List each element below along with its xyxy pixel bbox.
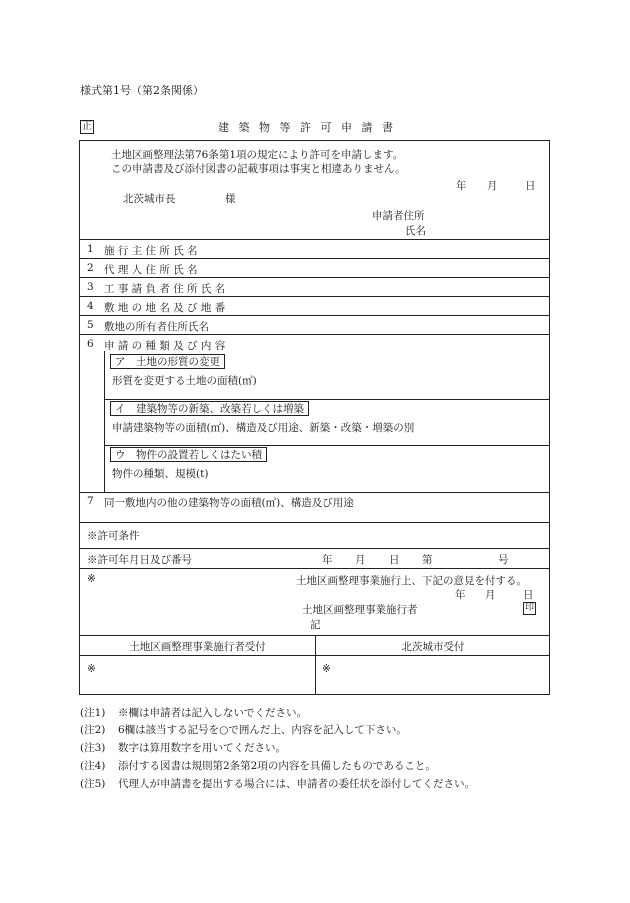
row-1-label: 施 行 主 住 所 氏 名 <box>104 245 198 257</box>
permit-day: 日 <box>389 554 400 566</box>
addressee: 北茨城市長 <box>123 193 176 205</box>
intro-line-2: この申請書及び添付図書の記載事項は事実と相違ありません。 <box>111 163 406 175</box>
note-4: (注4) 添付する図書は規則第2条第2項の内容を具備したものであること。 <box>80 760 436 772</box>
row-5-label: 敷地の所有者住所氏名 <box>104 321 209 333</box>
row-7-label: 同一敷地内の他の建築物等の面積(㎡)、構造及び用途 <box>104 497 354 509</box>
row-6-number: 6 <box>87 338 94 350</box>
permit-date-number-label: ※許可年月日及び番号 <box>87 554 192 566</box>
option-a-detail: 形質を変更する土地の面積(㎡) <box>112 375 257 387</box>
option-c-label: ウ 物件の設置若しくはたい積 <box>110 447 267 462</box>
city-reception-header: 北茨城市受付 <box>401 641 465 653</box>
city-reception-mark: ※ <box>322 663 331 675</box>
form-number: 様式第1号（第2条関係） <box>80 84 204 97</box>
implementer-label: 土地区画整理事業施行者 <box>302 604 418 616</box>
option-c-detail: 物件の種類、規模(t) <box>112 468 209 480</box>
opinion-year: 年 <box>455 589 466 601</box>
permit-dai: 第 <box>422 554 433 566</box>
intro-line-1: 土地区画整理法第76条第1項の規定により許可を申請します。 <box>111 149 404 161</box>
permit-go: 号 <box>498 554 509 566</box>
permit-year: 年 <box>322 554 333 566</box>
opinion-day: 日 <box>523 589 534 601</box>
row-3-label: 工 事 請 負 者 住 所 氏 名 <box>104 283 226 295</box>
note-3: (注3) 数字は算用数字を用いてください。 <box>80 742 286 754</box>
row-4-label: 敷 地 の 地 名 及 び 地 番 <box>104 302 226 314</box>
seal-mark: 印 <box>524 603 534 613</box>
application-form-table <box>79 140 550 695</box>
opinion-statement: 土地区画整理事業施行上、下記の意見を付する。 <box>296 575 527 587</box>
row-3-number: 3 <box>87 281 94 293</box>
note-1: (注1) ※欄は申請者は記入しないでください。 <box>80 707 307 719</box>
opinion-mark: ※ <box>87 573 96 585</box>
sho-mark: 正 <box>82 121 92 132</box>
row-7-number: 7 <box>87 495 94 507</box>
row-2-number: 2 <box>87 262 94 274</box>
applicant-address-label: 申請者住所 <box>372 210 425 222</box>
opinion-month: 月 <box>485 589 496 601</box>
applicant-name-label: 氏名 <box>405 225 426 237</box>
row-4-number: 4 <box>87 300 94 312</box>
implementer-reception-header: 土地区画整理事業施行者受付 <box>129 641 266 653</box>
option-b-label: イ 建築物等の新築、改築若しくは増築 <box>110 401 309 416</box>
option-a-label: ア 土地の形質の変更 <box>110 354 225 369</box>
option-b-detail: 申請建築物等の面積(㎡)、構造及び用途、新築・改築・増築の別 <box>112 422 415 434</box>
intro-date-year: 年 <box>456 180 467 192</box>
row-1-number: 1 <box>87 243 94 255</box>
addressee-honorific: 様 <box>225 193 236 205</box>
intro-date-day: 日 <box>525 180 536 192</box>
permit-conditions: ※許可条件 <box>87 530 140 542</box>
row-5-number: 5 <box>87 319 94 331</box>
permit-month: 月 <box>355 554 366 566</box>
implementer-reception-mark: ※ <box>87 663 96 675</box>
row-2-label: 代 理 人 住 所 氏 名 <box>104 264 198 276</box>
row-6-label: 申 請 の 種 類 及 び 内 容 <box>104 340 226 352</box>
intro-date-month: 月 <box>487 180 498 192</box>
note-2: (注2) 6欄は該当する記号を○で囲んだ上、内容を記入して下さい。 <box>80 724 407 736</box>
ki-label: 記 <box>310 619 321 631</box>
form-title: 建築物等許可申請書 <box>218 121 403 134</box>
note-5: (注5) 代理人が申請書を提出する場合には、申請者の委任状を添付してください。 <box>80 778 475 790</box>
